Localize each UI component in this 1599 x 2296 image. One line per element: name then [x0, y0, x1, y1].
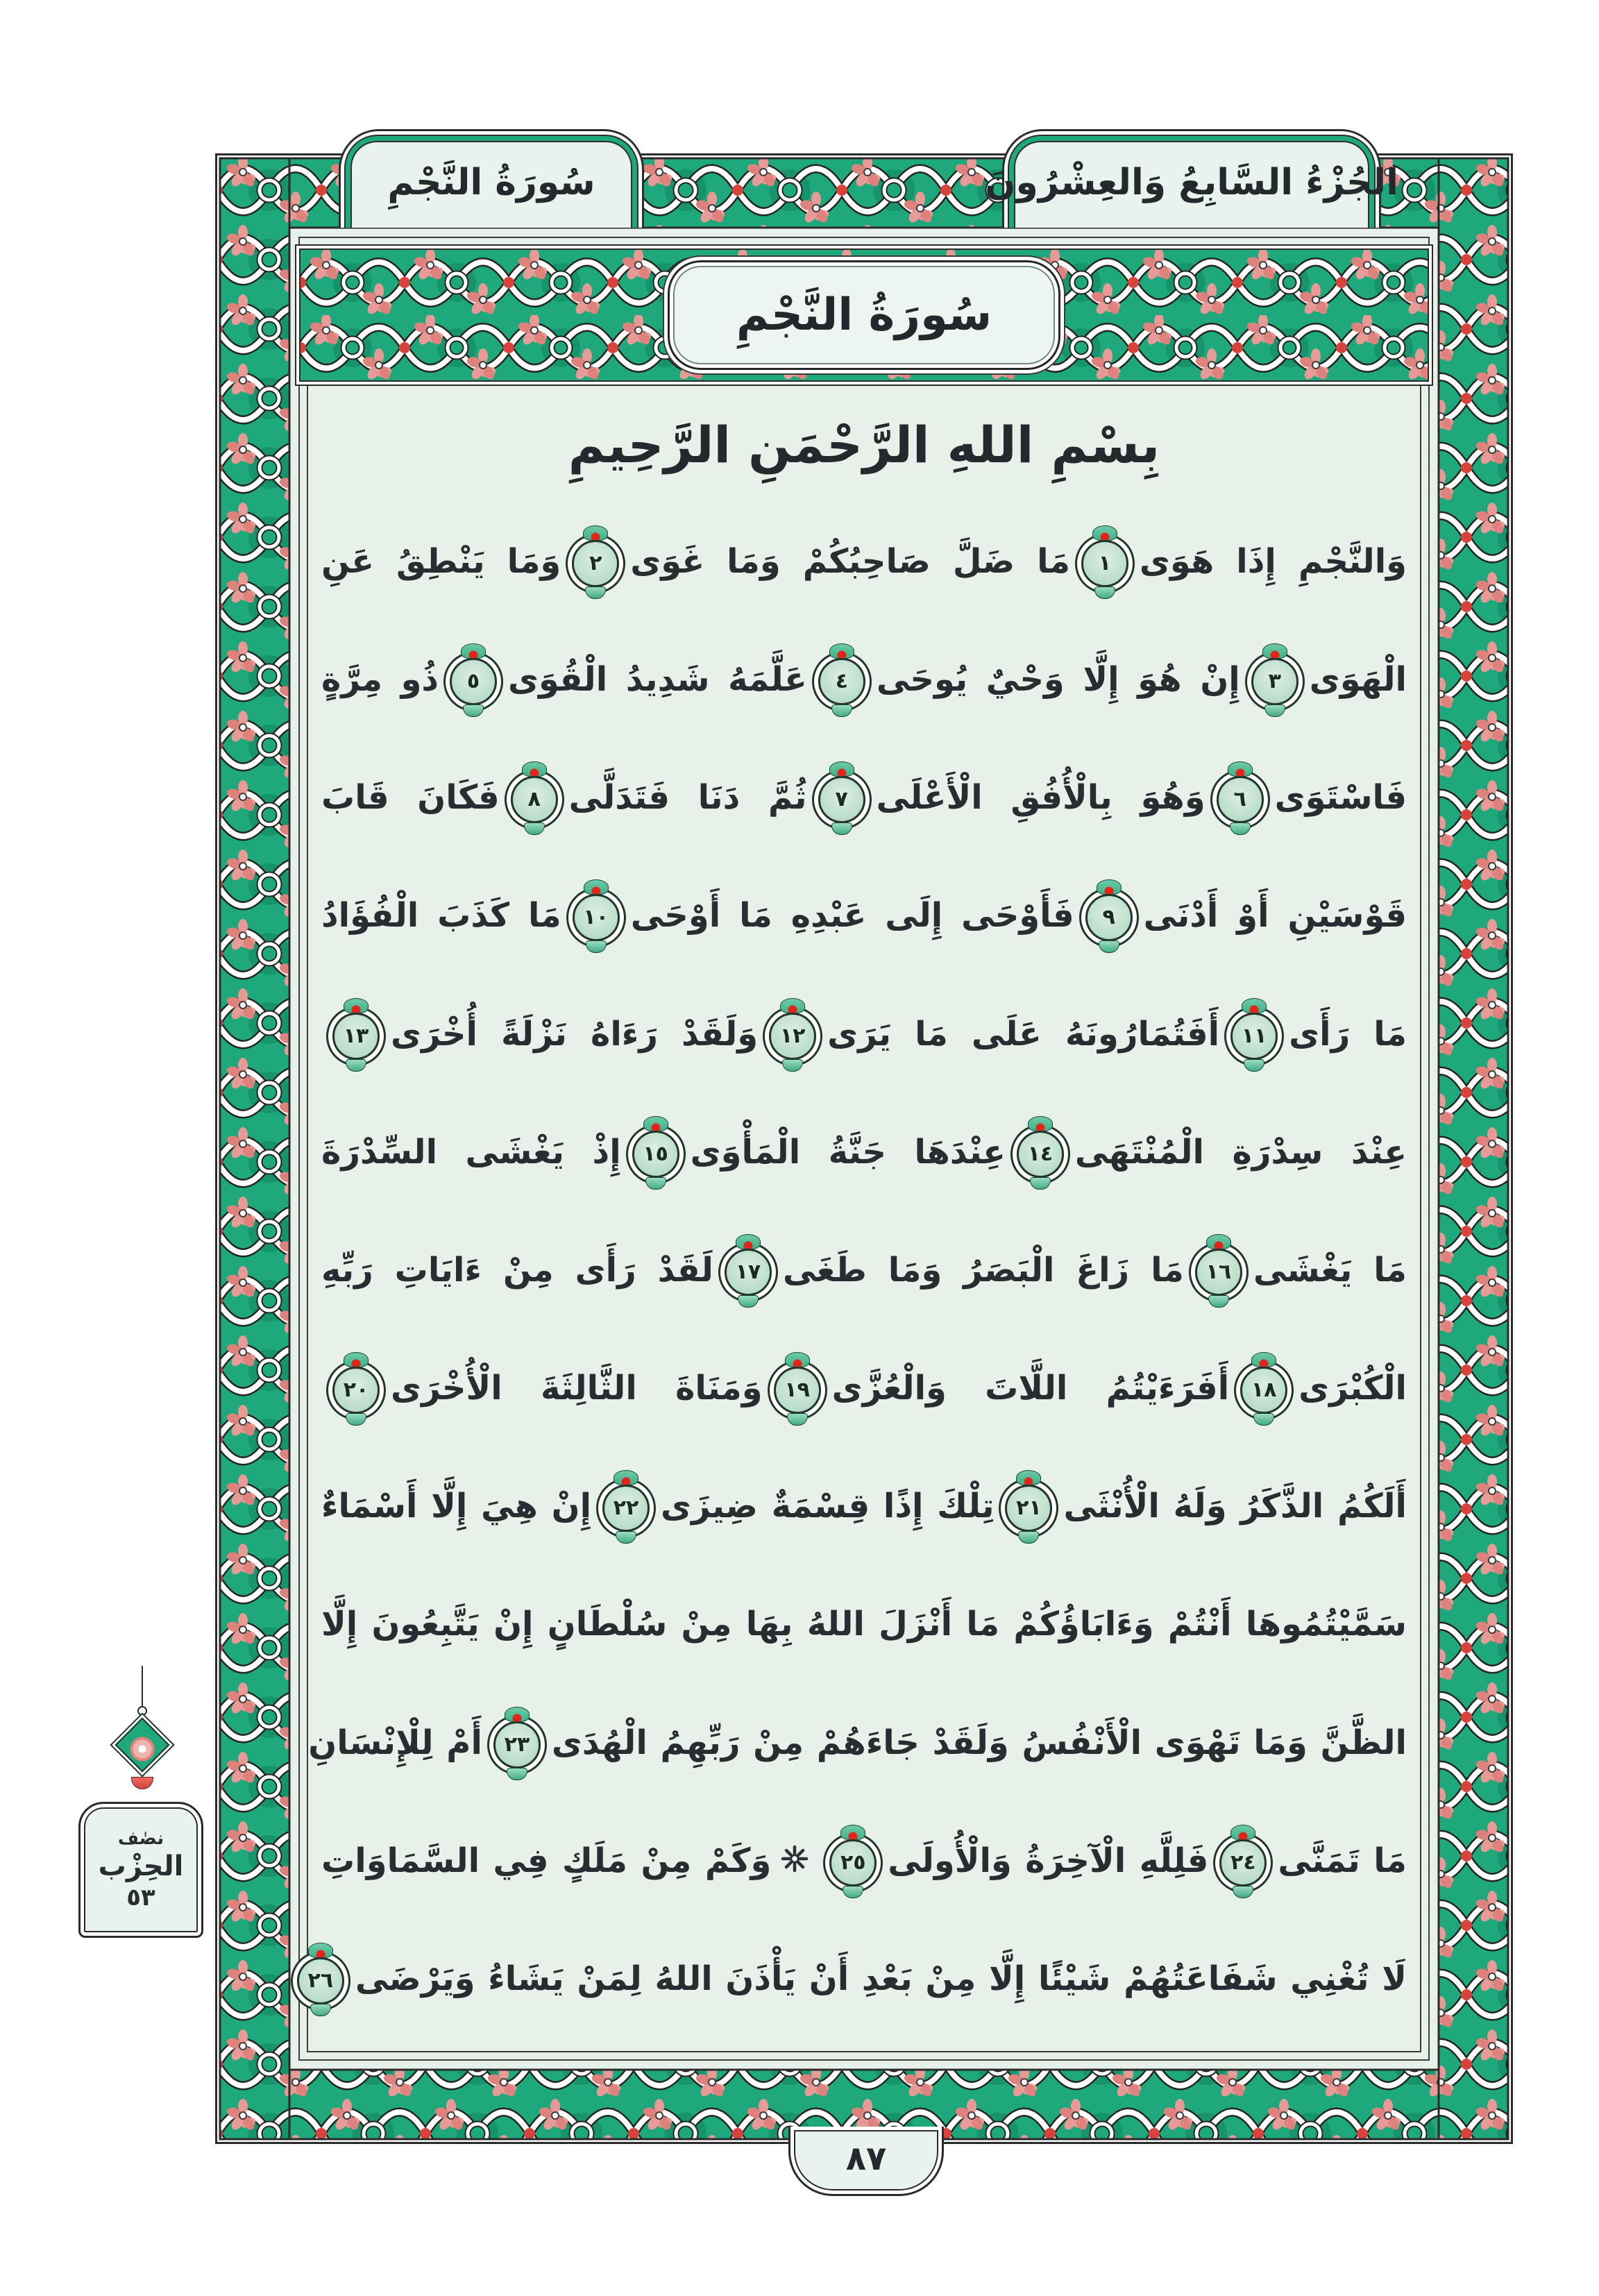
hizb-knot-icon	[137, 1706, 147, 1716]
page-number-tab	[788, 2127, 944, 2196]
ayah-marker	[769, 1013, 816, 1060]
verse-text: أَفَتُمَارُونَهُ عَلَى مَا يَرَى	[827, 1014, 1220, 1054]
quran-line	[321, 1461, 1407, 1551]
quran-line	[321, 1107, 1407, 1197]
ayah-marker	[1217, 776, 1264, 823]
ayah-marker	[573, 894, 620, 941]
verse-text: الْكُبْرَى	[1298, 1369, 1407, 1408]
verse-text: وَمَنَاةَ الثَّالِثَةَ الْأُخْرَى	[391, 1369, 763, 1408]
ayah-number: ١٣	[343, 1023, 369, 1048]
ayah-marker	[632, 1131, 679, 1178]
verse-text: وَالنَّجْمِ إِذَا هَوَى	[1139, 542, 1407, 581]
ayah-marker	[332, 1367, 380, 1414]
verse-text: وَلَقَدْ رَءَاهُ نَزْلَةً أُخْرَى	[391, 1014, 759, 1054]
quran-line	[321, 989, 1407, 1079]
decorative-frame	[215, 153, 1513, 2144]
tab-fill	[350, 141, 632, 228]
ayah-marker	[572, 540, 619, 587]
verse-text: فَأَوْحَى إِلَى عَبْدِهِ مَا أَوْحَى	[630, 896, 1074, 936]
tab-green-ring	[985, 135, 1398, 228]
verse-text: لَقَدْ رَأَى مِنْ ءَايَاتِ رَبِّهِ	[321, 1250, 713, 1290]
ayah-marker	[332, 1013, 380, 1060]
quran-line	[321, 1816, 1407, 1906]
tab-fill	[985, 141, 1398, 228]
ayah-marker	[602, 1485, 650, 1532]
quran-line	[321, 516, 1407, 607]
ayah-marker	[1085, 894, 1133, 941]
verse-text: وَكَمْ مِنْ مَلَكٍ فِي السَّمَاوَاتِ	[321, 1841, 772, 1880]
page-number: ٨٧	[845, 2138, 887, 2178]
ayah-marker	[450, 658, 497, 705]
ayah-marker	[1195, 1249, 1242, 1296]
verse-text: مَا رَأَى	[1289, 1014, 1407, 1054]
quran-line	[321, 752, 1407, 843]
ayah-marker	[1240, 1367, 1287, 1414]
ayah-number: ٢٢	[613, 1496, 639, 1521]
ayah-number: ٢٥	[840, 1850, 866, 1875]
ayah-number: ٦	[1233, 787, 1246, 812]
surah-title: سُورَةُ النَّجْمِ	[736, 289, 992, 341]
tab-outer-ring	[339, 129, 644, 228]
ayah-number: ٣	[1268, 669, 1281, 694]
verse-text: عِنْدَهَا جَنَّةُ الْمَأْوَى	[690, 1132, 1006, 1172]
tab-outer-ring	[985, 129, 1398, 228]
ayah-number: ٢٤	[1230, 1850, 1256, 1875]
ayah-number: ١٠	[583, 905, 609, 930]
ayah-number: ١١	[1241, 1023, 1267, 1048]
ayah-marker	[818, 776, 865, 823]
surah-title-band	[299, 248, 1429, 382]
ayah-number: ١٢	[779, 1023, 806, 1048]
juz-number-tab	[985, 129, 1398, 228]
ayah-number: ٢٣	[504, 1732, 530, 1757]
ayah-number: ١٤	[1027, 1141, 1054, 1166]
juz-label: الجُزْءُ السَّابِعُ وَالعِشْرُونَ	[985, 161, 1398, 203]
verse-text: أَفَرَءَيْتُمُ اللَّاتَ وَالْعُزَّى	[831, 1369, 1230, 1408]
verse-text: عِنْدَ سِدْرَةِ الْمُنْتَهَى	[1074, 1132, 1407, 1172]
verse-text: الْهَوَى	[1309, 660, 1407, 700]
hizb-cartouche	[78, 1802, 203, 1938]
hizb-word-top: نصٰف	[117, 1828, 164, 1849]
ayah-number: ٨	[527, 787, 541, 812]
ayah-number: ١٥	[643, 1141, 668, 1166]
ayah-number: ١	[1098, 551, 1112, 575]
ayah-marker	[1005, 1485, 1052, 1532]
verse-text: إِنْ هِيَ إِلَّا أَسْمَاءٌ	[321, 1487, 592, 1526]
ayah-number: ٢١	[1016, 1496, 1042, 1521]
verse-text: فَكَانَ قَابَ	[321, 778, 500, 818]
hizb-marker	[66, 1666, 219, 1950]
quran-line	[321, 870, 1407, 961]
flower-icon	[128, 1735, 156, 1763]
verse-text: فَلِلَّهِ الْآخِرَةُ وَالْأُولَى	[888, 1841, 1209, 1880]
verse-text: تِلْكَ إِذًا قِسْمَةٌ ضِيزَى	[661, 1487, 995, 1526]
surah-name-tab	[339, 129, 644, 228]
quran-line	[307, 1934, 1407, 2024]
hizb-stem	[142, 1666, 143, 1707]
quran-lines	[307, 516, 1407, 2024]
ayah-number: ١٦	[1205, 1259, 1232, 1284]
ayah-number: ١٧	[735, 1259, 761, 1284]
ayah-marker	[493, 1721, 541, 1769]
ayah-number: ٤	[835, 669, 848, 694]
verse-text: سَمَّيْتُمُوهَا أَنْتُمْ وَءَابَاؤُكُمْ مَا أَنْزَلَ اللهُ بِهَا مِنْ سُلْطَانٍ إِنْ يَتَّبِعُونَ إِلَّا	[321, 1605, 1407, 1644]
ayah-number: ٥	[466, 669, 480, 694]
hizb-gem-icon	[131, 1777, 153, 1789]
quran-line	[308, 1698, 1407, 1788]
ayah-number: ٢٦	[307, 1968, 334, 1993]
verse-text: عَلَّمَهُ شَدِيدُ الْقُوَى	[508, 660, 807, 700]
ayah-number: ١٩	[784, 1378, 810, 1403]
verse-text: أَمْ لِلْإِنْسَانِ	[308, 1723, 482, 1762]
verse-text: قَوْسَيْنِ أَوْ أَدْنَى	[1143, 896, 1407, 936]
ayah-number: ٢٠	[343, 1378, 369, 1403]
basmala: بِسْمِ اللهِ الرَّحْمَنِ الرَّحِيمِ	[568, 416, 1160, 474]
verse-text: فَاسْتَوَى	[1274, 778, 1407, 818]
tab-green-ring	[344, 135, 638, 228]
ayah-marker	[1251, 658, 1298, 705]
verse-text: إِذْ يَغْشَى السِّدْرَةَ	[321, 1132, 621, 1172]
ayah-marker	[1230, 1013, 1278, 1060]
ayah-number: ٩	[1102, 905, 1115, 930]
ayah-number: ٧	[835, 787, 848, 812]
ayah-marker	[511, 776, 558, 823]
verse-text: لَا تُغْنِي شَفَاعَتُهُمْ شَيْئًا إِلَّا مِنْ بَعْدِ أَنْ يَأْذَنَ اللهُ لِمَنْ يَشَاءُ وَيَرْضَى	[355, 1959, 1407, 1998]
ayah-marker	[829, 1839, 877, 1886]
quran-line	[321, 1343, 1407, 1433]
verse-text: إِنْ هُوَ إِلَّا وَحْيٌ يُوحَى	[876, 660, 1240, 700]
verse-text: مَا كَذَبَ الْفُؤَادُ	[321, 896, 561, 936]
quran-line	[321, 1225, 1407, 1315]
ayah-marker	[725, 1249, 772, 1296]
quran-line	[321, 1579, 1407, 1669]
verse-text: وَمَا يَنْطِقُ عَنِ	[321, 542, 561, 581]
surah-name-label: سُورَةُ النَّجْمِ	[387, 161, 595, 203]
hizb-word-main: الحِزْب	[98, 1850, 184, 1882]
verse-text: أَلَكُمُ الذَّكَرُ وَلَهُ الْأُنْثَى	[1063, 1487, 1407, 1526]
ayah-marker	[297, 1957, 344, 2004]
ayah-marker	[1219, 1839, 1267, 1886]
verse-text: ثُمَّ دَنَا فَتَدَلَّى	[568, 778, 807, 818]
verse-text: مَا يَغْشَى	[1253, 1250, 1407, 1290]
ayah-number: ١٨	[1251, 1378, 1277, 1403]
surah-title-cartouche	[668, 260, 1060, 370]
verse-text: الظَّنَّ وَمَا تَهْوَى الْأَنْفُسُ وَلَقَدْ جَاءَهُمْ مِنْ رَبِّهِمُ الْهُدَى	[551, 1723, 1407, 1762]
verse-text: مَا تَمَنَّى	[1278, 1841, 1407, 1880]
verse-text: مَا ضَلَّ صَاحِبُكُمْ وَمَا غَوَى	[630, 542, 1070, 581]
ayah-marker	[1081, 540, 1128, 587]
quran-line	[321, 634, 1407, 725]
ayah-marker	[818, 658, 865, 705]
rub-el-hizb-icon	[779, 1818, 810, 1908]
ayah-number: ٢	[589, 551, 602, 575]
ayah-marker	[1017, 1131, 1064, 1178]
verse-text: ذُو مِرَّةٍ	[321, 660, 439, 700]
ayah-marker	[774, 1367, 821, 1414]
verse-text: وَهُوَ بِالْأُفُقِ الْأَعْلَى	[876, 778, 1205, 818]
verse-text: مَا زَاغَ الْبَصَرُ وَمَا طَغَى	[782, 1250, 1184, 1290]
hizb-number: ٥٣	[126, 1884, 155, 1911]
